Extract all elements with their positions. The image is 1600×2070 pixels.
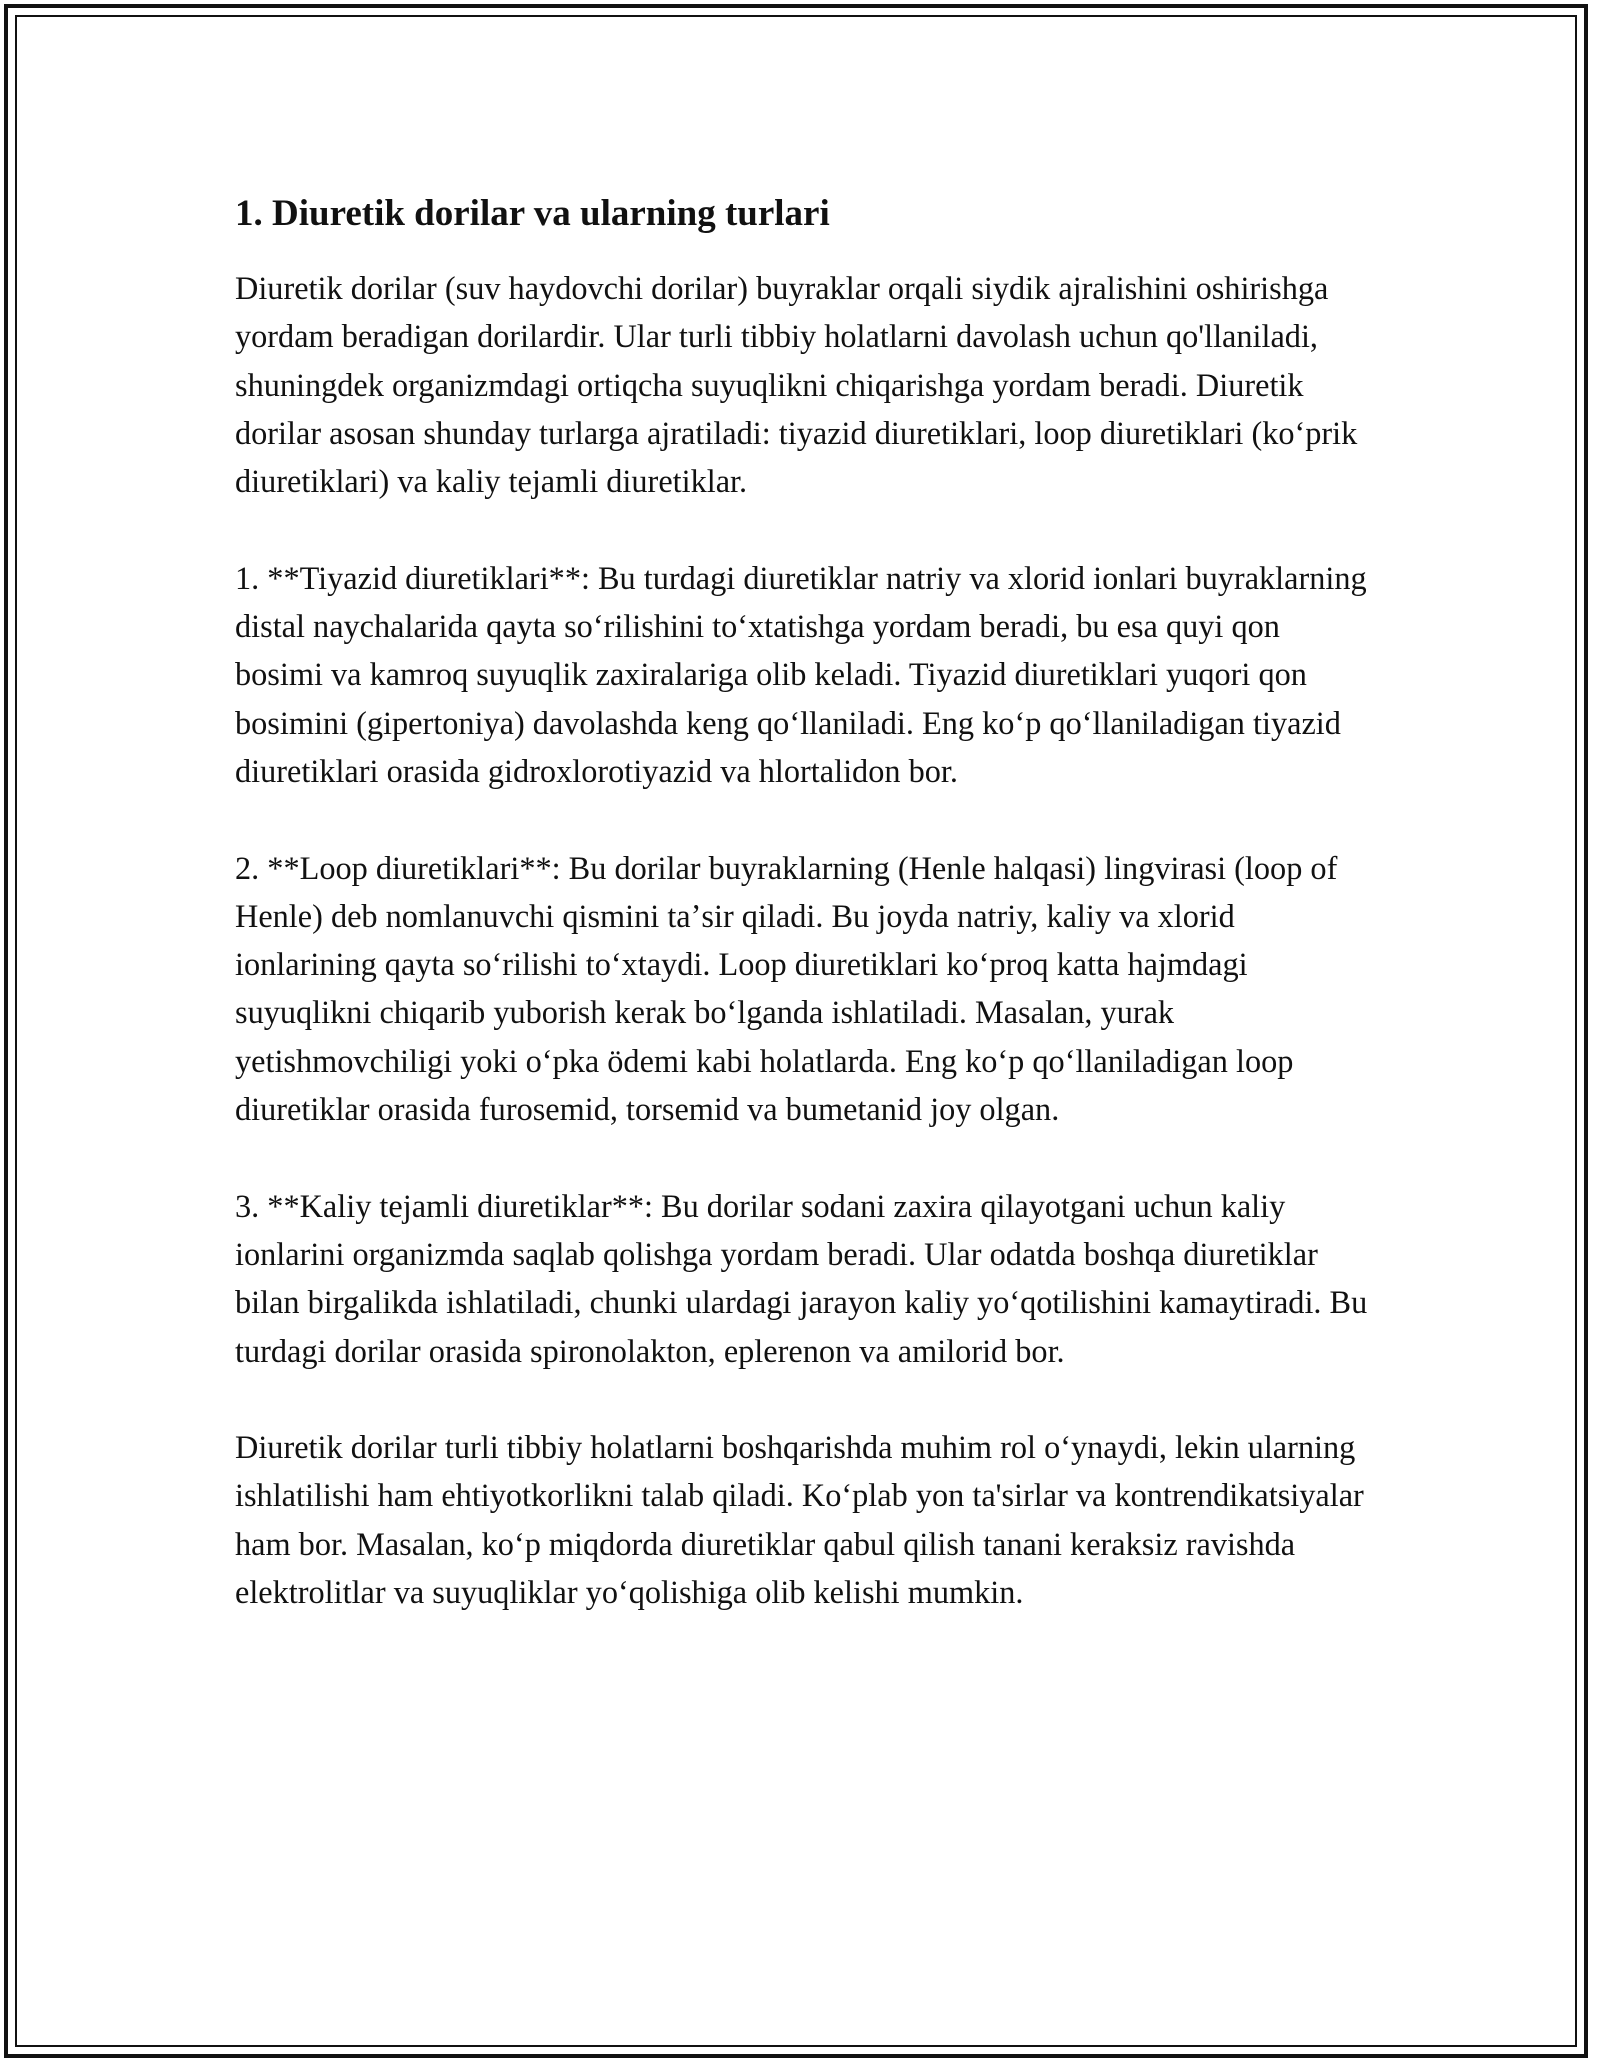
- conclusion-paragraph: Diuretik dorilar turli tibbiy holatlarni boshqarishda muhim rol oʻynaydi, lekin ularning ishlatilishi ham ehtiyotkorlikni talab qiladi. Koʻplab yon ta'sirlar va kontrendikatsiyalar ham bor. Masalan, koʻp miqdorda diuretiklar qabul qilish tanani keraksiz ravishda elektrolitlar va suyuqliklar yoʻqolishiga olib kelishi mumkin.: [235, 1429, 1364, 1611]
- document-body: [235, 188, 1375, 1665]
- document-title: 1. Diuretik dorilar va ularning turlari: [235, 193, 830, 234]
- potassium-sparing-paragraph: 3. **Kaliy tejamli diuretiklar**: Bu dorilar sodani zaxira qilayotgani uchun kaliy ionlarini organizmda saqlab qolishga yordam beradi. Ular odatda boshqa diuretiklar bilan birgalikda ishlatiladi, chunki ulardagi jarayon kaliy yoʻqotilishini kamaytiradi. Bu turdagi dorilar orasida spironolakton, eplerenon va amilorid bor.: [235, 1187, 1368, 1369]
- thiazide-paragraph: 1. **Tiyazid diuretiklari**: Bu turdagi diuretiklar natriy va xlorid ionlari buyraklarning distal naychalarida qayta soʻrilishini toʻxtatishga yordam beradi, bu esa quyi qon bosimi va kamroq suyuqlik zaxiralariga olib keladi. Tiyazid diuretiklari yuqori qon bosimini (gipertoniya) davolashda keng qoʻllaniladi. Eng koʻp qoʻllaniladigan tiyazid diuretiklari orasida gidroxlorotiyazid va hlortalidon bor.: [235, 559, 1367, 789]
- intro-paragraph: Diuretik dorilar (suv haydovchi dorilar) buyraklar orqali siydik ajralishini oshirishga yordam beradigan dorilardir. Ular turli tibbiy holatlarni davolash uchun qo'llaniladi, shuningdek organizmdagi ortiqcha suyuqlikni chiqarishga yordam beradi. Diuretik dorilar asosan shunday turlarga ajratiladi: tiyazid diuretiklari, loop diuretiklari (koʻprik diuretiklari) va kaliy tejamli diuretiklar.: [235, 270, 1358, 500]
- loop-paragraph: 2. **Loop diuretiklari**: Bu dorilar buyraklarning (Henle halqasi) lingvirasi (loop of Henle) deb nomlanuvchi qismini taʼsir qiladi. Bu joyda natriy, kaliy va xlorid ionlarining qayta soʻrilishi toʻxtaydi. Loop diuretiklari koʻproq katta hajmdagi suyuqlikni chiqarib yuborish kerak boʻlganda ishlatiladi. Masalan, yurak yetishmovchiligi yoki oʻpka ödemi kabi holatlarda. Eng koʻp qoʻllaniladigan loop diuretiklar orasida furosemid, torsemid va bumetanid joy olgan.: [235, 849, 1338, 1128]
